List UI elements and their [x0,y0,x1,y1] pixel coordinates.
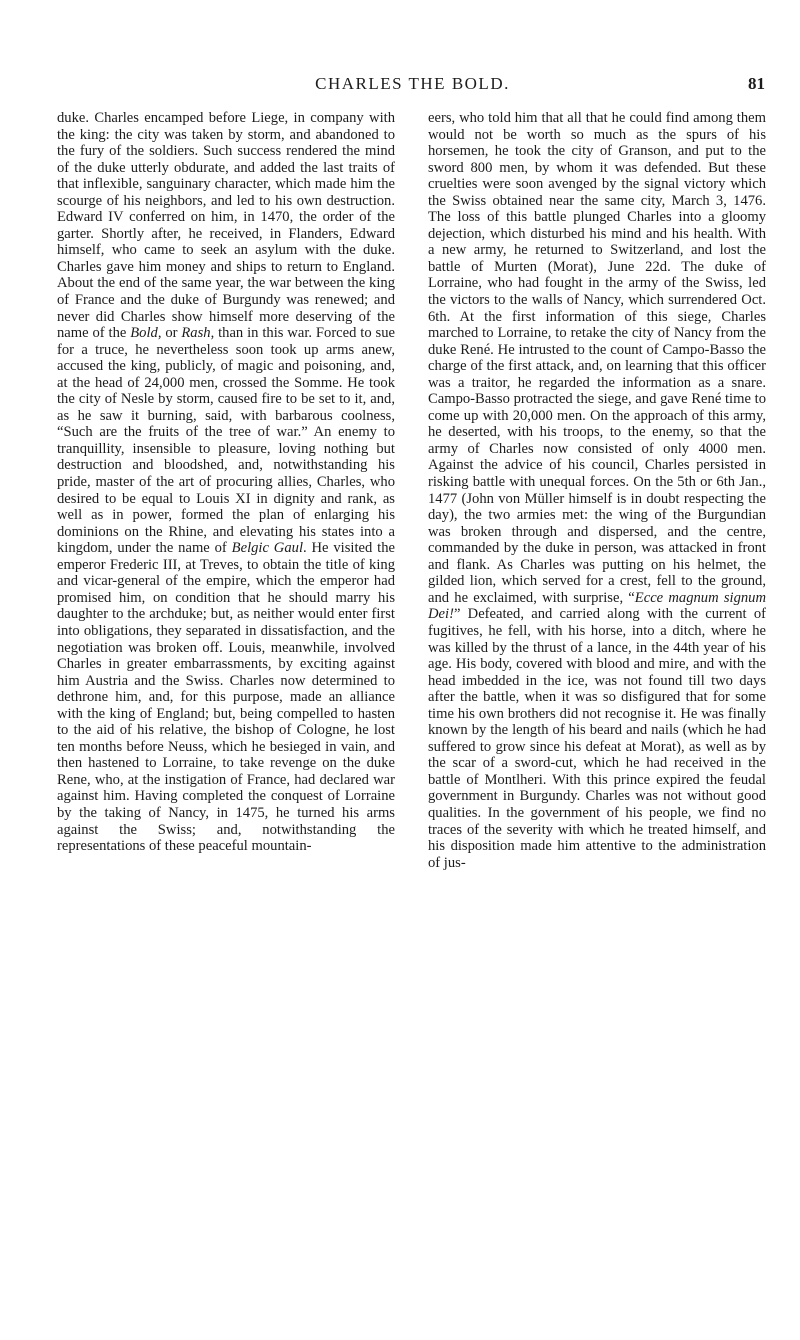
text-run: ” Defeated, and carried along with the current of fugitives, he fell, with his horse, into a ditch, where he was killed by the thrust of a lance, in the 44th year of his age. His body, covered with blood and mire, and with the head imbedded in the ice, was not found till two days after the battle, when it was so disfigured that for some time his own brothers did not recognise it. He was finally known by the length of his beard and nails (which he had suffered to grow since his defeat at Morat), as well as by the scar of a sword-cut, which he had received in the battle of Montlheri. With this prince expired the feudal government in Burgundy. Charles was not without good qualities. In the government of his people, we find no traces of the severity with which he treated himself, and his disposition made him attentive to the administration of jus- [428,606,766,871]
left-column-paragraph [57,110,395,855]
italic-term-belgic-gaul: Belgic Gaul [231,540,303,557]
text-run: , than in this war. Forced to sue for a truce, he nevertheless soon took up arms anew, accused the king, publicly, of magic and poisoning, and, at the head of 24,000 men, crossed the Somme. He took the city of Nesle by storm, caused fire to be set to it, and, as he saw it burning, said, with barbarous coolness, “Such are the fruits of the tree of war.” An enemy to tranquillity, insensible to pleasure, loving nothing but destruction and bloodshed, and, notwithstanding his pride, master of the art of procuring allies, Charles, who desired to be equal to Louis XI in dignity and rank, as well as in power, formed the plan of enlarging his dominions on the Rhine, and elevating his states into a kingdom, under the name of [57,325,395,557]
text-run: , or [157,325,182,342]
running-head-title: CHARLES THE BOLD. [315,74,510,93]
right-column [428,110,766,871]
italic-latin-quote: Ecce magnum signum Dei! [428,589,766,623]
text-run: eers, who told him that all that he could find among them would not be worth so much as the spurs of his horsemen, he took the city of Granson, and put to the sword 800 men, by whom it was defended. But these cruelties were soon avenged by the signal victory which the Swiss obtained near the same city, March 3, 1476. The loss of this battle plunged Charles into a gloomy dejection, which disturbed his mind and his health. With a new army, he returned to Switzerland, and lost the battle of Murten (Morat), June 22d. The duke of Lorraine, who had fought in the army of the Swiss, led the victors to the walls of Nancy, which surrendered Oct. 6th. At the first information of this siege, Charles marched to Lorraine, to retake the city of Nancy from the duke René. He intrusted to the count of Campo-Basso the charge of the first attack, and, on learning that this officer was a traitor, he regarded the information as a snare. Campo-Basso protracted the siege, and gave René time to come up with 20,000 men. On the approach of this army, he deserted, with his troops, to the enemy, so that the army of Charles now consisted of only 4000 men. Against the advice of his council, Charles persisted in risking battle with unequal forces. On the 5th or 6th Jan., 1477 (John von Müller himself is in doubt respecting the day), the two armies met: the wing of the Burgundian was broken through and dispersed, and the centre, commanded by the duke in person, was attacked in front and flank. As Charles was putting on his helmet, the gilded lion, which served for a crest, fell to the ground, and he exclaimed, with surprise, “ [428,110,766,606]
right-column-paragraph [428,110,766,871]
italic-term-bold: Bold [130,325,158,342]
left-column [57,110,395,855]
text-run: . He visited the emperor Frederic III, at Treves, to obtain the title of king and vicar-general of the empire, which the emperor had promised him, on condition that he should marry his daughter to the archduke; but, as neither would enter first into obligations, they separated in dissatisfaction, and the negotiation was broken off. Louis, meanwhile, involved Charles in greater embarrassments, by exciting against him Austria and the Swiss. Charles now determined to dethrone him, and, for this purpose, made an alliance with the king of England; but, being compelled to hasten to the aid of his relative, the bishop of Cologne, he lost ten months before Neuss, which he besieged in vain, and then hastened to Lorraine, to take revenge on the duke Rene, who, at the instigation of France, had declared war against him. Having completed the conquest of Lorraine by the taking of Nancy, in 1475, he turned his arms against the Swiss; and, notwithstanding the representations of these peaceful mountain- [57,540,395,855]
running-head [60,74,765,96]
page-number: 81 [748,74,765,93]
italic-term-rash: Rash [181,325,211,342]
text-run: duke. Charles encamped before Liege, in company with the king: the city was taken by storm, and abandoned to the fury of the soldiers. Such success rendered the mind of the duke utterly obdurate, and added the last traits of that inflexible, sanguinary character, which made him the scourge of his neighbors, and led to his own destruction. Edward IV conferred on him, in 1470, the order of the garter. Shortly after, he received, in Flanders, Edward himself, who came to seek an asylum with the duke. Charles gave him money and ships to return to England. About the end of the same year, the war between the king of France and the duke of Burgundy was renewed; and never did Charles show himself more deserving of the name of the [57,110,395,342]
